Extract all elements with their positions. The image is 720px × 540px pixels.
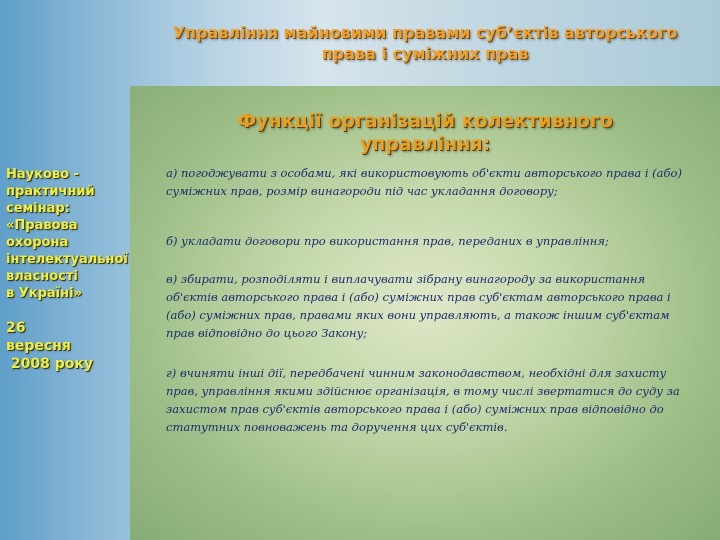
seminar-line: власності [6,269,78,284]
seminar-line: охорона [6,235,69,250]
panel-title [130,110,720,156]
slide-title-line-1: Управління майновими правами суб’єктів авторського [172,23,678,42]
seminar-sidebar [6,166,166,373]
function-item: а) погоджувати з особами, які використовують об'єкти авторського права і (або) суміжних прав, розмір винагороди під час укладання договору; [166,166,682,198]
slide-title-line-2: права і суміжних прав [321,44,529,63]
slide-title [140,22,710,64]
seminar-line: «Правова [6,218,78,233]
function-item: б) укладати договори про використання прав, переданих в управління; [166,234,609,248]
seminar-line: практичний [6,184,95,199]
seminar-date-line: 2008 року [6,356,93,372]
panel-title-line-1: Функції організацій колективного [237,110,613,132]
seminar-date-line: вересня [6,338,71,354]
seminar-line: Науково - [6,167,79,182]
seminar-date-line: 26 [6,320,26,336]
panel-title-line-2: управління: [359,133,491,155]
seminar-line: в Україні» [6,286,82,301]
seminar-line: семінар: [6,201,70,216]
function-item: в) збирати, розподіляти і виплачувати зібрану винагороду за використання об'єктів авторського права і (або) суміжних прав суб'єктам авторського права і (або) суміжних прав, правами яких вони управляють, а також іншим суб'єктам прав відповідно до цього Закону; [166,272,671,340]
seminar-line: інтелектуальної [6,252,128,267]
function-item: г) вчиняти інші дії, передбачені чинним законодавством, необхідні для захисту прав, управління якими здійснює організація, в тому числі звертатися до суду за захистом прав суб'єктів авторського права і (або) суміжних прав відповідно до статутних повноважень та доручення цих суб'єктів. [166,366,680,434]
functions-list [166,164,696,436]
